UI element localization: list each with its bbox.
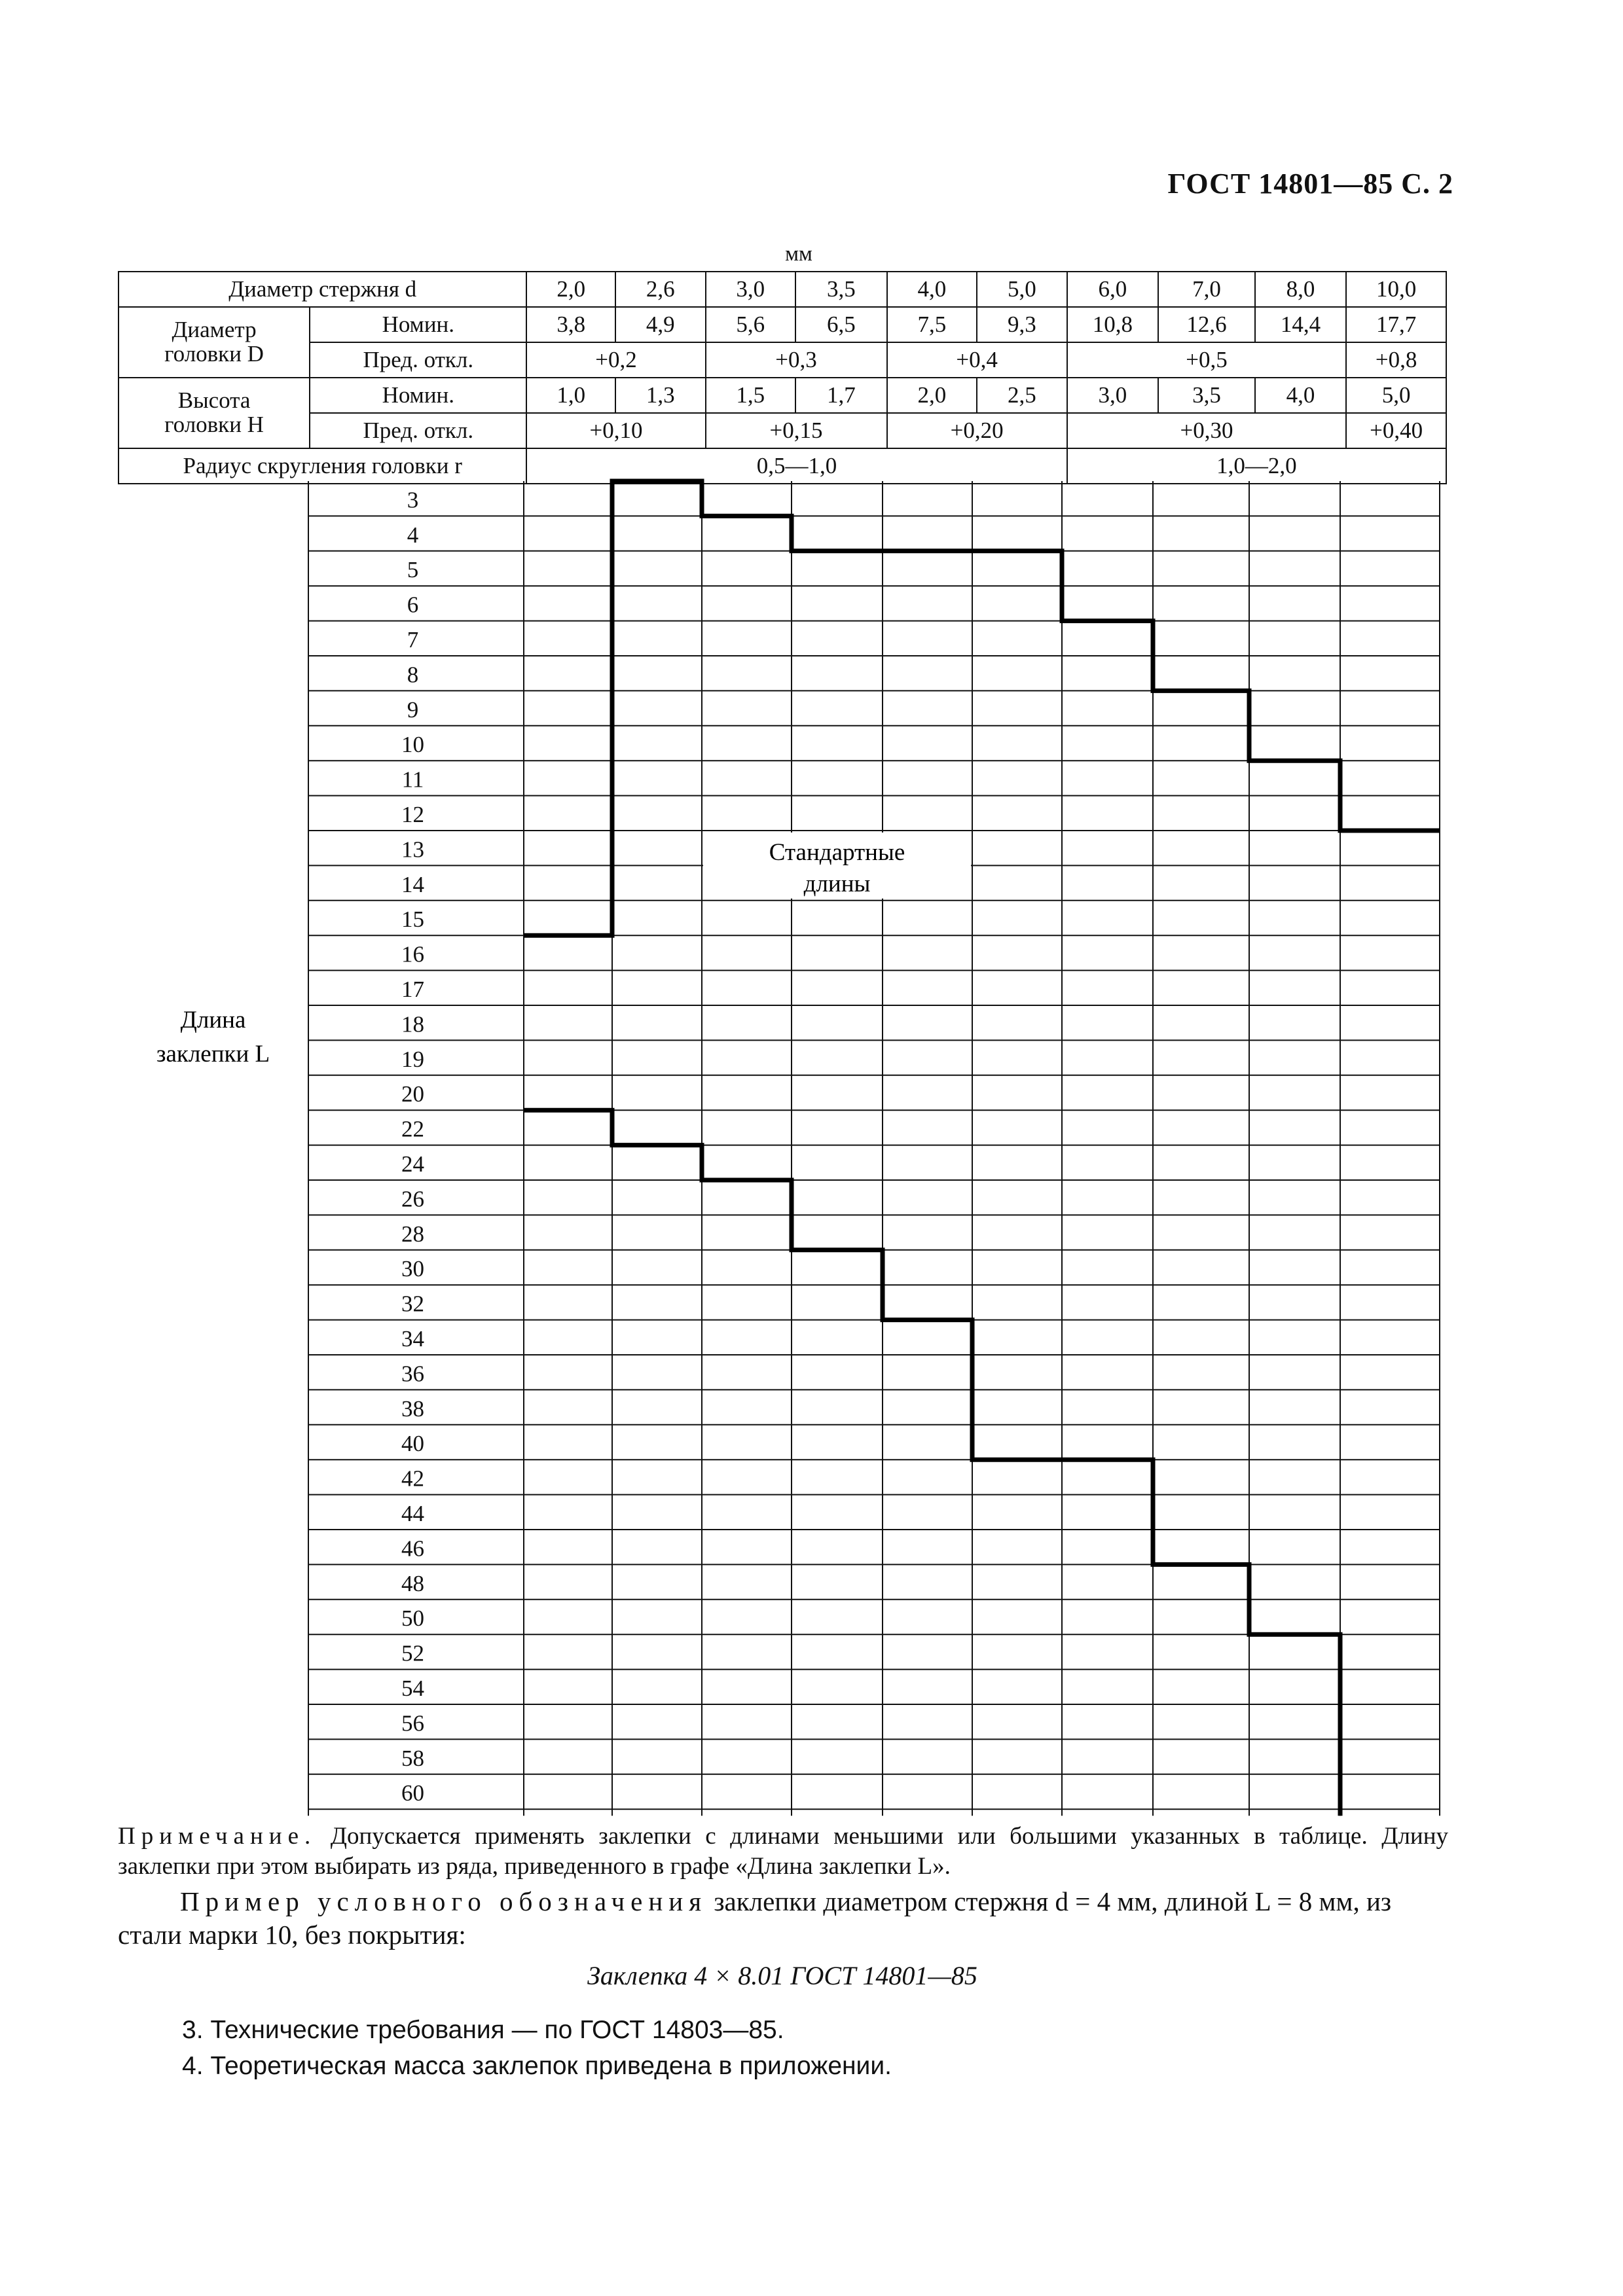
head-height-deviation-cell: +0,30 <box>1067 413 1347 448</box>
example-designation: Заклепка 4 × 8.01 ГОСТ 14801—85 <box>587 1961 977 1990</box>
deviation-label: Пред. откл. <box>310 342 526 378</box>
minimum-length-step-line <box>524 481 1440 935</box>
length-value: 8 <box>407 662 419 688</box>
head-radius-label: Радиус скругления головки r <box>119 448 526 484</box>
unit-label: мм <box>785 242 812 266</box>
length-value: 6 <box>407 592 419 618</box>
deviation-label: Пред. откл. <box>310 413 526 448</box>
length-value: 56 <box>401 1710 424 1736</box>
head-diameter-label: Диаметр головки D <box>119 307 310 378</box>
note-text: Допускается применять заклепки с длинами меньшими или большими указанных в таблице. Длину заклепки при этом выбирать из ряда, приведенного в графе «Длина заклепки L». <box>118 1823 1449 1880</box>
nominal-label: Номин. <box>310 307 526 342</box>
length-value: 52 <box>401 1640 424 1666</box>
length-value: 5 <box>407 557 419 583</box>
length-value: 28 <box>401 1221 424 1247</box>
example-text: заклепки диаметром стержня d = 4 мм, длиной L = 8 мм, из стали марки 10, без покрытия: <box>118 1886 1392 1950</box>
length-value: 13 <box>401 836 424 863</box>
head-height-nominal-cell: 1,3 <box>615 378 706 413</box>
standard-lengths-label: длины <box>803 870 871 897</box>
head-height-nominal-cell: 5,0 <box>1346 378 1446 413</box>
maximum-length-step-line <box>524 1110 1340 1816</box>
length-value: 36 <box>401 1361 424 1387</box>
length-value: 15 <box>401 906 424 933</box>
head-height-deviation-cell: +0,20 <box>887 413 1067 448</box>
length-value: 32 <box>401 1291 424 1317</box>
head-diameter-deviation-cell: +0,5 <box>1067 342 1347 378</box>
length-value: 34 <box>401 1326 424 1352</box>
head-radius-cell: 1,0—2,0 <box>1067 448 1446 484</box>
head-diameter-nominal-cell: 4,9 <box>615 307 706 342</box>
length-value: 38 <box>401 1395 424 1422</box>
length-value: 12 <box>401 802 424 827</box>
head-height-nominal-cell: 4,0 <box>1255 378 1347 413</box>
length-value: 46 <box>401 1535 424 1562</box>
head-diameter-nominal-cell: 12,6 <box>1158 307 1255 342</box>
length-value: 9 <box>407 696 419 723</box>
head-diameter-deviation-cell: +0,3 <box>706 342 887 378</box>
head-height-nominal-cell: 1,5 <box>706 378 796 413</box>
length-value: 42 <box>401 1465 424 1492</box>
head-height-deviation-cell: +0,10 <box>526 413 705 448</box>
head-diameter-deviation-cell: +0,8 <box>1346 342 1446 378</box>
diameter-cell: 8,0 <box>1255 272 1347 307</box>
head-height-deviation-cell: +0,40 <box>1346 413 1446 448</box>
length-value: 18 <box>401 1011 424 1037</box>
diameter-cell: 10,0 <box>1346 272 1446 307</box>
head-diameter-deviation-cell: +0,2 <box>526 342 705 378</box>
document-header: ГОСТ 14801—85 С. 2 <box>1167 168 1453 200</box>
length-value: 3 <box>407 487 419 513</box>
example-heading: Пример условного обозначения <box>180 1886 708 1916</box>
nominal-label: Номин. <box>310 378 526 413</box>
head-diameter-nominal-cell: 6,5 <box>795 307 887 342</box>
head-height-nominal-cell: 2,5 <box>977 378 1067 413</box>
rod-diameter-label: Диаметр стержня d <box>119 272 526 307</box>
head-height-nominal-cell: 3,5 <box>1158 378 1255 413</box>
length-value: 4 <box>407 522 419 548</box>
length-value: 14 <box>401 871 424 897</box>
note-heading: Примечание. <box>118 1823 317 1850</box>
diameter-cell: 7,0 <box>1158 272 1255 307</box>
length-value: 19 <box>401 1046 424 1072</box>
diameter-cell: 3,5 <box>795 272 887 307</box>
diameter-cell: 4,0 <box>887 272 977 307</box>
length-value: 54 <box>401 1676 424 1701</box>
length-value: 20 <box>401 1081 424 1107</box>
head-height-label: Высота головки H <box>119 378 310 448</box>
head-radius-cell: 0,5—1,0 <box>526 448 1067 484</box>
head-diameter-nominal-cell: 9,3 <box>977 307 1067 342</box>
length-value: 58 <box>401 1745 424 1771</box>
length-value: 30 <box>401 1256 424 1282</box>
length-value: 16 <box>401 941 424 967</box>
note-paragraph <box>118 1821 1448 1882</box>
grid-lines <box>308 481 1440 1816</box>
length-value: 17 <box>401 977 424 1002</box>
length-value: 50 <box>401 1605 424 1632</box>
length-labels <box>401 487 424 1806</box>
diameter-cell: 6,0 <box>1067 272 1159 307</box>
head-diameter-nominal-cell: 5,6 <box>706 307 796 342</box>
head-diameter-nominal-cell: 10,8 <box>1067 307 1159 342</box>
head-height-nominal-cell: 2,0 <box>887 378 977 413</box>
length-value: 40 <box>401 1431 424 1457</box>
head-diameter-deviation-cell: +0,4 <box>887 342 1067 378</box>
head-height-nominal-cell: 3,0 <box>1067 378 1159 413</box>
length-axis-label: заклепки L <box>156 1041 270 1067</box>
list-item: 3. Технические требования — по ГОСТ 14803—85. <box>182 2016 784 2044</box>
length-value: 22 <box>401 1116 424 1142</box>
length-value: 44 <box>401 1501 424 1526</box>
length-value: 11 <box>401 766 424 793</box>
length-value: 10 <box>401 732 424 758</box>
length-value: 26 <box>401 1186 424 1212</box>
diameter-cell: 3,0 <box>706 272 796 307</box>
head-diameter-nominal-cell: 3,8 <box>526 307 615 342</box>
length-value: 24 <box>401 1151 424 1177</box>
head-height-deviation-cell: +0,15 <box>706 413 887 448</box>
diameter-cell: 5,0 <box>977 272 1067 307</box>
head-diameter-nominal-cell: 7,5 <box>887 307 977 342</box>
example-paragraph <box>118 1885 1448 1952</box>
standard-lengths-label: Стандартные <box>769 839 905 866</box>
list-item: 4. Теоретическая масса заклепок приведена в приложении. <box>182 2052 892 2080</box>
head-diameter-nominal-cell: 17,7 <box>1346 307 1446 342</box>
length-axis-label: Длина <box>180 1007 246 1033</box>
length-value: 48 <box>401 1570 424 1596</box>
diameter-cell: 2,6 <box>615 272 706 307</box>
head-height-nominal-cell: 1,0 <box>526 378 615 413</box>
head-diameter-nominal-cell: 14,4 <box>1255 307 1347 342</box>
length-value: 7 <box>407 627 419 653</box>
diameter-cell: 2,0 <box>526 272 615 307</box>
length-value: 60 <box>401 1780 424 1806</box>
head-height-nominal-cell: 1,7 <box>795 378 887 413</box>
